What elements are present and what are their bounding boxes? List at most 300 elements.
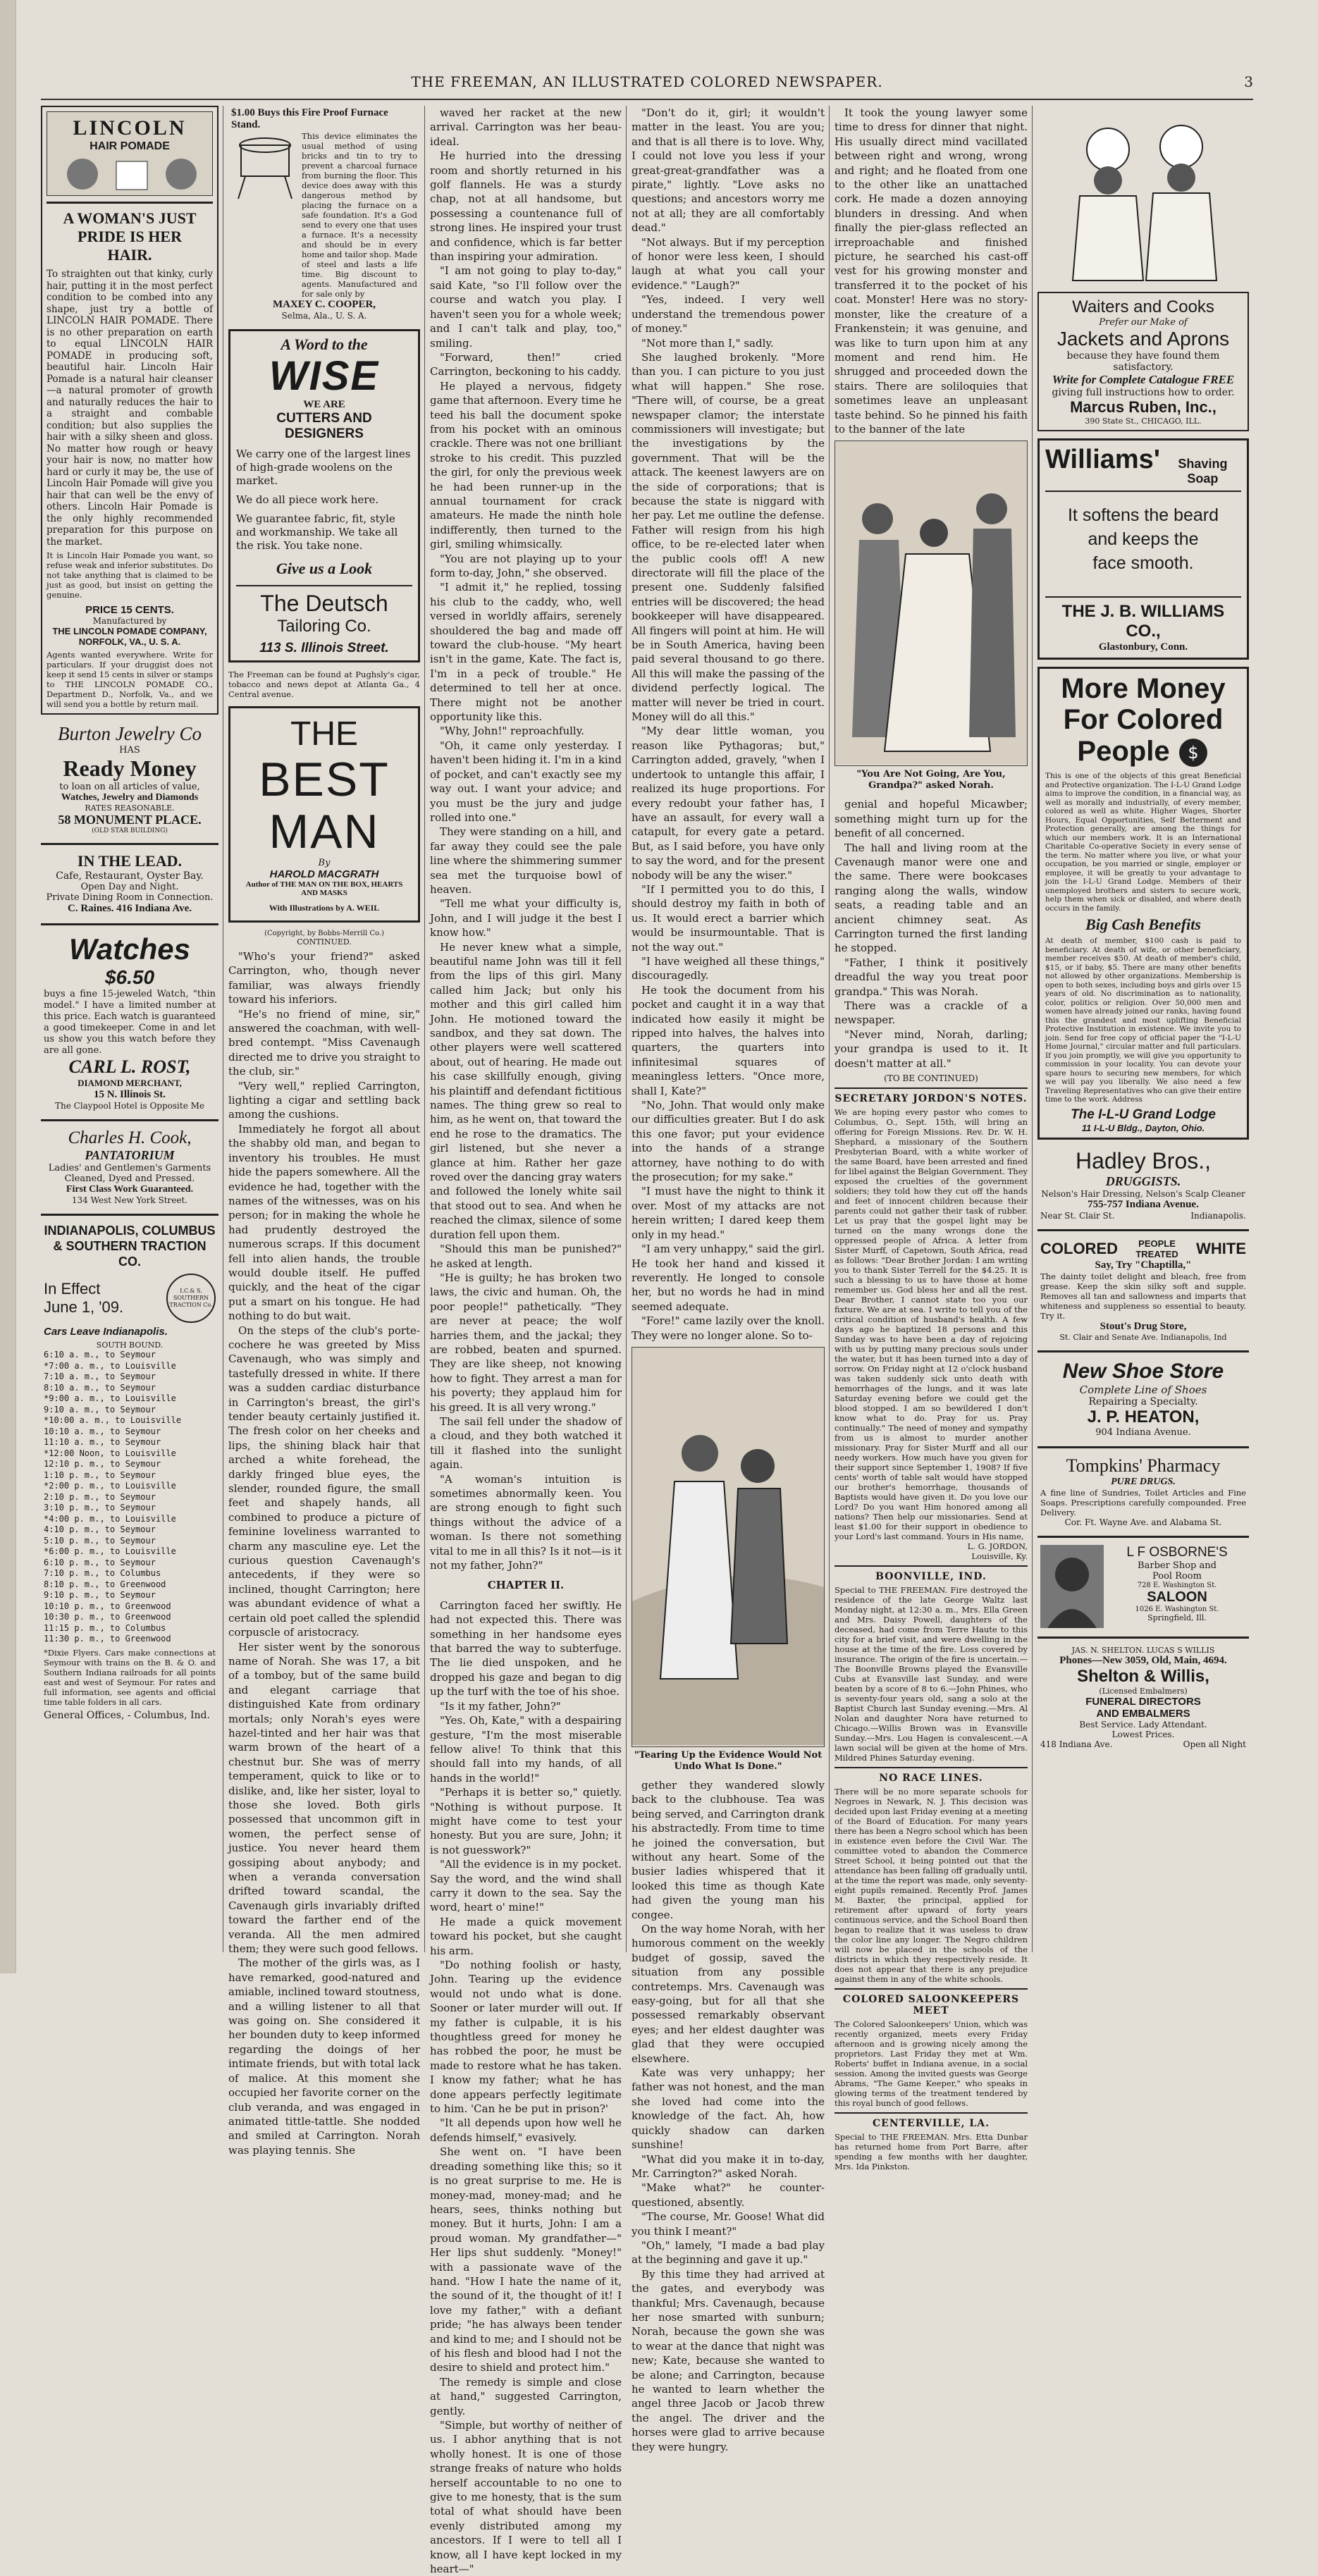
story-paragraph: "Yes. Oh, Kate," with a despairing gesture, "I'm the most miserable fellow alive! To think that this should fall into my hands, of all hands in the world!" [430,1714,622,1785]
story-paragraph: "I am very unhappy," said the girl. He took her hand and kissed it reverently. He longed to console her, but no words he had in mind seemed adequate. [632,1243,825,1313]
deutsch-tailoring: Tailoring Co. [277,617,371,636]
story-paragraph: "Yes, indeed. I very well understand the tremendous power of money." [632,293,825,335]
deutsch-word: A Word to the [281,335,368,353]
burton-has: HAS [119,745,140,756]
traction-bound: SOUTH BOUND. [96,1341,164,1350]
jar-and-portraits-icon [61,156,202,192]
hadley-line-1: Nelson's Hair Dressing, Nelson's Scalp Cleaner [1041,1188,1245,1199]
story-paragraph: "Oh," lamely, "I made a bad play at the beginning and gave it up." [632,2238,825,2267]
osborne-ad [1037,1543,1249,1629]
couple-on-hillside-icon [632,1348,824,1745]
chaptilla-address: St. Clair and Senate Ave. Indianapolis, Ind [1059,1332,1227,1342]
story-paragraph: "Should this man be punished?" he asked at length. [430,1243,622,1270]
chef-illustration [1037,106,1249,285]
story-paragraph: She went on. "I have been dreading something like this; so it is no great surprise to me. He is money-mad, money-mad; and he hears, sees, thinks nothing but money. But it hurts, John: I am a proud woman. My grandfather—" Her lips shut suddenly. "Money!" with a passionate wave of the hand. "How I hate the name of it, the sound of it, the thought of it! I love my father," with a defiant pride; "he has always been tender and kind to me; and I should not be of his flesh and blood had I not the desire to shield and protect him." [430,2145,622,2374]
ad-rule [1037,1229,1249,1231]
story-paragraph: "Simple, but worthy of neither of us. I abhor anything that is not wholly honest. It is one of those strange freaks of nature who holds herself accountable to no one to give to me honesty, that is the sum total of what should have been evenly distributed among my ancestors. If I were to tell all I know, all I have kept locked in my heart—" [430,2419,622,2576]
burton-line-3: RATES REASONABLE. [85,803,175,813]
story-paragraph: "Not more than I," sadly. [641,336,774,350]
lead-ad [41,851,218,916]
lead-line-4: C. Raines. 416 Indiana Ave. [67,903,192,914]
best-man-author: HAROLD MACGRATH [269,868,379,880]
lincoln-agents: Agents wanted everywhere. Write for particulars. If your druggist does not keep it send 15 cents in silver or stamps to THE LINCOLN POMADE CO., Department D., Norfolk, Va., and we will send you a bottle by return mail. [47,650,213,709]
deutsch-p1: We carry one of the largest lines of high-grade woolens on the market. [236,448,411,487]
story-paragraph: The hall and living room at the Cavenaugh manor were one and the same. There were bookcases ranging along the walls, window seats, a reading table and an ancient chimney seat. As Carrington turned the first landing he stopped. [834,841,1028,955]
story-paragraph: "Don't do it, girl; it wouldn't matter in the least. You are you; and that is all there is to love. Why, I could not love you less if your great-great-grandfather was a pirate," lightly. "Love asks no questions; and ancestors worry me not at all; they are all comfortably dead." [632,106,825,235]
lincoln-brand: LINCOLN [73,116,187,140]
story-paragraph: Immediately he forgot all about the shabby old man, and began to inventory his troubles. He must hide the papers somewhere. All the evidence he had, together with the names of the witnesses, was on his person; for in making the whole he had prudently destroyed the numerous scraps. If this document fell into alien hands, the trouble would double itself. He puffed quickly, and the heat of the cigar put a smart on his tongue. He had nothing to do but wait. [228,1122,420,1323]
schedule-row: 10:10 p. m., to Greenwood [44,1601,171,1611]
furnace-city: Selma, Ala., U. S. A. [281,311,367,321]
to-be-continued: (TO BE CONTINUED) [884,1073,978,1084]
best-man-continued: CONTINUED. [297,937,352,947]
column-1 [41,106,218,1952]
lincoln-company: THE LINCOLN POMADE COMPANY, [52,626,207,636]
lincoln-headline-1: A WOMAN'S JUST [63,209,197,227]
story-paragraph: "Tell me what your difficulty is, John, and I will judge it the best I know how." [430,897,622,939]
osborne-portrait [1040,1545,1104,1628]
watches-body: buys a fine 15-jeweled Watch, "thin model." I have a limited number at this price. Each watch is guaranteed a good timekeeper. Come in and let us show you this watch before they are all gone. [44,989,216,1056]
masthead-title: THE FREEMAN, AN ILLUSTRATED COLORED NEWSPAPER. [411,73,883,90]
watches-ad [41,931,218,1112]
story-paragraph: "Why, John!" reproachfully. [440,725,584,738]
story-paragraph: It took the young lawyer some time to dress for dinner that night. His usually direct mind vacillated between right and wrong, wrong and right; and he floated from one to the other like an unattached cork. He made a dozen annoying blunders in dressing. And when finally the pier-glass reflected an irreproachable and finished picture, he searched his cast-off vest for his growing monster and transferred it to the pocket of his coat. Monster! Here was no story-monster, like the creature of a Frankenstein; it was genuine, and was like to turn upon him at any moment and rend him. He shrugged and proceeded down the stairs. There are soliloquies that sometimes leave an unpleasant taste behind. So he pinned his faith to the banner of the late [834,106,1028,436]
watches-title: Watches [69,932,190,966]
burton-address: 58 MONUMENT PLACE. [58,813,202,827]
story-paragraph: He hurried into the dressing room and shortly returned in his golf flannels. He was a sturdy chap, not at all handsome, but possessing a countenance full of strong lines. He inspired your trust and confidence, which is far better than inspiring your admiration. [430,149,622,264]
chaptilla-h2: PEOPLE TREATED [1135,1238,1178,1259]
burton-line-1: to loan on all articles of value, [59,782,200,792]
shoe-name: J. P. HEATON, [1087,1407,1200,1426]
story-paragraph: "Fore!" came lazily over the knoll. They were no longer alone. So to- [632,1314,825,1342]
shelton-address: 418 Indiana Ave. [1040,1739,1113,1749]
rost-title: DIAMOND MERCHANT, [78,1078,182,1088]
ad-rule [1045,596,1241,598]
ad-rule [41,1119,218,1121]
story-paragraph: "All the evidence is in my pocket. Say the word, and the wind shall carry it down to the sea. Say the word, heart o' mine!" [430,1858,622,1914]
williams-company: THE J. B. WILLIAMS CO., [1061,602,1225,641]
williams-brand: Williams' [1045,445,1160,474]
schedule-row: 12:10 p. m., to Seymour [44,1459,161,1469]
cook-name: Charles H. Cook, [68,1128,192,1147]
lincoln-illustration [47,111,213,196]
deutsch-p2: We do all piece work here. [236,493,379,506]
story-paragraph: They were standing on a hill, and far away they could see the pale line where the shimmering summer sea met the turquoise bowl of heaven. [430,825,622,896]
schedule-row: 11:10 a. m., to Seymour [44,1437,161,1447]
waiters-name: Marcus Ruben, Inc., [1070,398,1217,416]
story-paragraph: Kate was very unhappy; her father was not honest, and the man she loved had come into the knowledge of the fact. Ah, how quickly shadow can darken sunshine! [632,2066,825,2152]
shelton-title-1: FUNERAL DIRECTORS [1085,1695,1201,1708]
shelton-names: JAS. N. SHELTON. LUCAS S WILLIS [1071,1645,1215,1655]
story-paragraph: "Perhaps it is better so," quietly. "Nothing is without purpose. It might have come to test your honesty. But you are sure, John; it is not guesswork?" [430,1786,622,1856]
story-paragraph: He made a quick movement toward his pocket, but she caught his arm. [430,1915,622,1957]
money-lodge: The I-L-U Grand Lodge [1071,1107,1216,1122]
schedule-row: *7:00 a. m., to Louisville [44,1360,176,1371]
shoe-line-1: Complete Line of Shoes [1079,1383,1207,1396]
story-paragraph: "My dear little woman, you reason like Pythagoras; but," Carrington added, gravely, "when I undertook to untangle this affair, I realized its huge proportions. For every redoubt your father has, I have an assault, for every wall a catapult, for every gate a petard. But, as I said before, you have only to say the word, and for the present nobody will be any the wiser." [632,725,825,882]
story-paragraph: "If I permitted you to do this, I should destroy my faith in both of us. It would erect a barrier which would be insurmountable. That is not the way out." [632,882,825,954]
furnace-ad [228,106,420,322]
hadley-city: Indianapolis. [1190,1210,1246,1221]
cook-title: PANTATORIUM [85,1148,175,1162]
osborne-address: 728 E. Washington St. [1137,1581,1217,1589]
best-man-author-of: Author of THE MAN ON THE BOX, HEARTS AND MASKS [245,880,403,897]
hadley-name: Hadley Bros., [1075,1147,1212,1173]
traction-offices: General Offices, - Columbus, Ind. [44,1709,210,1721]
ad-rule [1037,1350,1249,1352]
story-paragraph: He never knew what a simple, beautiful name John was till it fell from the lips of this girl. Many called him Jack; but only his mother and this girl called him John. He motioned toward the sandbox, and they sat down. The other players were well scattered about, out of hearing. He made out his case skillfully enough, giving his plaintiff and defendant fictitious names. The thing grew so real to him, as he went on, that toward the end he rose to the dramatics. The girl listened, but she never a glance at him. Rather her gaze roved over the dancing gray waters and followed the lonely white sail that stood out to sea. And when he reached the climax, silence of some duration fell upon them. [430,940,622,1241]
lead-line-1: Cafe, Restaurant, Oyster Bay. [56,870,204,882]
schedule-row: *4:00 p. m., to Louisville [44,1513,176,1524]
hadley-near: Near St. Clair St. [1040,1210,1115,1221]
story-paragraph: The remedy is simple and close at hand," suggested Carrington, gently. [430,2375,622,2417]
traction-ad [41,1221,218,1723]
story-paragraph: "I admit it," he replied, tossing his club to the caddy, who, well versed in worldly affairs, serenely shouldered the bag and made off toward the club-house. "My heart isn't in the game, Kate. The fact is, I'm in a peck of trouble." He determined to tell her at once. There might not be another opportunity like this. [430,581,622,724]
story-text-col-2 [228,949,420,2157]
shoe-line-2: Repairing a Specialty. [1088,1395,1198,1407]
waiters-line-4: giving full instructions how to order. [1052,387,1235,398]
lincoln-price: PRICE 15 CENTS. [85,604,174,616]
story-paragraph: "What did you make it in to-day, Mr. Carrington?" asked Norah. [632,2152,825,2180]
ad-rule [41,1214,218,1216]
burton-name: Burton Jewelry Co [58,723,202,744]
story-paragraph: On the steps of the club's porte-cochere he was greeted by Miss Cavenaugh, who was simply and tastefully dressed in white. If there was a sudden cardiac disturbance in Carrington's breast, the girl's tender beauty certainly justified it. The fresh color on her cheeks and lips, the shining black hair that arched a white forehead, the darkly fringed blue eyes, the slender, rounded figure, the small feet and shapely hands, all combined to produce a picture of feminine loveliness warranted to charm any masculine eye. Let the curious question Cavenaugh's antecedents, if they were so inclined, thought Carrington; here was abundant evidence of what a certain old poet called the splendid corpuscle of aristocracy. [228,1324,420,1639]
story-paragraph: "It all depends upon how well he defends himself," evasively. [430,2116,622,2144]
osborne-city: Springfield, Ill. [1147,1613,1207,1622]
lincoln-product: HAIR POMADE [90,140,170,152]
shelton-title-2: AND EMBALMERS [1096,1707,1190,1720]
story-paragraph: CHAPTER II. [487,1579,565,1592]
tompkins-ad [1037,1454,1249,1529]
lead-title: IN THE LEAD. [77,852,183,870]
schedule-row: *12:00 Noon, to Louisville [44,1448,176,1458]
column-4 [632,106,825,2453]
deutsch-wise: WISE [269,353,380,399]
shelton-prices: Lowest Prices. [1111,1729,1175,1739]
ad-rule [47,202,213,204]
money-headline-1: More Money [1061,673,1226,704]
shelton-ad [1037,1644,1249,1751]
story-paragraph: genial and hopeful Micawber; something might turn up for the benefit of all concerned. [834,798,1028,840]
story-paragraph: The mother of the girls was, as I have remarked, good-natured and amiable, inclined toward stoutness, and a willing listener to all that was going on. She considered it her bounden duty to keep informed regarding the doings of her intimate friends, but with total lack of malice. At this moment she occupied her favorite corner on the club veranda, and was engaged in animated tittle-tattle. She nodded and smiled at Carrington. Norah was playing tennis. She [228,1956,420,2157]
cook-ad [41,1127,218,1207]
chaptilla-h1: COLORED [1040,1239,1118,1257]
lincoln-pomade-ad [41,106,218,715]
traction-note: *Dixie Flyers. Cars make connections at Seymour with trains on the B. & O. and Southern Indiana railroads for all points east and west of Seymour. For rates and full information, see agents and official time table folders in all cars. [44,1647,216,1707]
section-rule [834,1767,1028,1768]
lead-line-3: Private Dining Room in Connection. [46,892,214,903]
furnace-title: $1.00 Buys this Fire Proof Furnace Stand. [231,107,388,130]
schedule-row: 11:15 p. m., to Columbus [44,1622,166,1633]
ad-rule [236,585,412,586]
lincoln-city: NORFOLK, VA., U. S. A. [78,636,181,647]
deutsch-ad [228,329,420,663]
furnace-body: This device eliminates the usual method of using bricks and tin to try to prevent a charcoal furnace from burning the floor. This device does away with this dangerous method by placing the furnace on a safe foundation. It's a God send to every one that uses a furnace. It's a necessity and should be in every home and tailor shop. Made of steel and lasts a life time. Big discount to agents. Manufactured and for sale only by [302,131,417,299]
williams-line-3: face smooth. [1092,553,1194,573]
column-rule [626,106,627,1952]
schedule-row: 1:10 p. m., to Seymour [44,1469,156,1480]
osborne-address-2: 1026 E. Washington St. [1135,1605,1219,1613]
williams-line-1: It softens the beard [1067,505,1219,525]
story-paragraph: Her sister went by the sonorous name of Norah. She was 17, a bit of a tomboy, but of the same build and elegant carriage that distinguished Kate from ordinary mortals; only Norah's eyes were hazel-tinted and her hair was that warm brown of the heart of a chestnut bur. She was of merry temperament, quick to like or to dislike, and, like her sister, loyal to those she loved. Both girls possessed that uncommon gift in women, the perfect sense of justice. You never heard them gossiping about anybody; and when a veranda conversation drifted toward scandal, the Cavenaugh girls invariably drifted toward the farther end of the veranda. All the men admired them; they were such good fellows. [228,1640,420,1956]
hadley-phones: 755-757 Indiana Avenue. [1088,1198,1199,1210]
tearing-evidence-caption: "Tearing Up the Evidence Would Not Undo What Is Done." [634,1749,823,1772]
waiters-title-2: Jackets and Aprons [1057,328,1230,350]
money-body-2: At death of member, $100 cash is paid to beneficiary. At death of wife, or other beneficiary, member receives $50. At death of member's child, $15, or if baby, $5. There are many other benefits not allowed by other organizations. Membership is open to both sexes, including boys and girls over 15 years of old. No discrimination as to nationality, color, politics or religion. Over 50,000 men and women have already joined our ranks, having found this the grandest and most uplifting Beneficial Protective Institution in existence. We invite you to join. Send for free copy of official paper the "I-L-U Home Journal," circular matter and full particulars. If you join promptly, we will give you opportunity to commission in your locality. You can devote your spare hours to securing new members, for which we will pay you liberally. We also need a few Traveling Representatives who can give their entire time to the work. Address [1045,937,1241,1104]
jordon-body: We are hoping every pastor who comes to Columbus, O., Sept. 15th, will bring an offering for Foreign Missions. Rev. Dr. W. H. Shephard, a missionary of the Southern Presbyterian Board, with a white worker of the same Board, have been arrested and fined for libel against the Belgian Government. They exposed the cruelties of the government soldiers; they told how they cut off the hands and feet of innocent children because their parents could not gather their task of rubber. Let us pray that the gospel light may be turned on the many wrongs done the oppressed people of Africa. A letter from Sister Murff, of Capetown, South Africa, read as follows: "Dear Brother Jordan: I am writing you to thank Sister Terrell for the $4.25. It is such a blessing to us to have those at home remember us. God bless her and all the rest. Dear Brother, I cannot state too you our fixture. We are at sea. I write to tell you of the critical condition of husband's health. A few days ago he baptized 18 persons and this Sunday was to have been a day of rejoicing with us by putting many precious souls under the water, but it has been turned into a day of sorrow. On Friday night at 12 o'clock husband was taken suddenly sick unto death with hemorrhages of the lungs, and it was late Saturday evening before we could get the blood stopped. I am so bewildered I don't know what to do. Pray for us. Pray continually." The need of money and sympathy from us is almost to murder another missionary. Pray for Sister Murff and all our needy workers. How much have you given for their support since September 1, 1908? If five cents' worth of table salt would have stopped our brother's hemorrhage, thousands of Baptists would have given it. Do you love our Lord? Do you want Him honored among all nations? Then help our missionaries. Send at least $1.00 for their support in obedience to your Lord's last command. Yours in His name, [834,1107,1028,1542]
story-paragraph: "Do nothing foolish or hasty, John. Tearing up the evidence would not undo what is done. Sooner or later murder will out. If my father is culpable, it is his thoughtless greed for money he has robbed the poor, he must be made to restore what he has taken. I know my father; what he has done appears perfectly legitimate to him. 'Can he be put in prison?' [430,1959,622,2116]
deutsch-address: 113 S. Illinois Street. [259,641,389,655]
cook-line-3: 134 West New York Street. [71,1195,188,1205]
story-paragraph: "Never mind, Norah, darling; your grandpa is used to it. It doesn't matter at all." [834,1028,1028,1070]
ad-rule [41,923,218,925]
story-paragraph: By this time they had arrived at the gates, and everybody was thankful; Mrs. Cavenaugh, because her nose smarted with sunburn; Norah, because the gown she was to wear at the dance that night was new; Kate, because she wanted to be alone; and Carrington, because he wanted to learn whether the angel three Jacob or Jacob threw the angel. The driver and the horses were glad to arrive because they were hungry. [632,2267,825,2453]
cook-line-2: First Class Work Guaranteed. [66,1184,194,1195]
lincoln-headline-3: HAIR. [107,246,152,264]
jordon-sig-1: L. G. JORDON, [967,1541,1028,1552]
race-lines-title: NO RACE LINES. [879,1773,983,1785]
story-text-col-4-bottom [632,1778,825,2454]
page-edge [0,0,16,1973]
chaptilla-say: Say, Try "Chaptilla," [1095,1259,1192,1271]
shelton-firm: Shelton & Willis, [1077,1666,1209,1686]
race-lines-body: There will be no more separate schools for Negroes in Newark, N. J. This decision was decided upon last Friday evening at a meeting of the Board of Education. For many years there has been a Negro school which has been in existence even before the Civil War. The committee voted to abandon the Commerce Street School, it being pointed out that the attendance has been falling off gradually until, at the time the report was made, only seventy-eight pupils remained. Recently Prof. James M. Baxter, the principal, applied for retirement after upward of forty years continuous service, and the School Board then began to realize that it was useless to draw the color line any longer. The Negro children will now be placed in the schools of the districts in which they respectively reside. It does not appear that there is any prejudice against them in any of the white schools. [834,1787,1028,1985]
story-paragraph: "Very well," replied Carrington, lighting a cigar and settling back among the cushions. [228,1079,420,1121]
ad-rule [41,843,218,845]
ilu-lodge-ad [1037,667,1249,1140]
story-paragraph: He took the document from his pocket and caught it in a way that indicated how easily it might be ripped into halves, the halves into quarters, the quarters into infinitesimal squares of meaningless letters. "Once more, shall I, Kate?" [632,983,825,1097]
column-6 [1037,106,1249,1952]
traction-effect-row [44,1274,216,1323]
schedule-row: 9:10 a. m., to Seymour [44,1404,156,1415]
saloon-title: COLORED SALOONKEEPERS MEET [842,1994,1020,2017]
portrait-icon [1040,1545,1104,1628]
schedule-row: 6:10 p. m., to Seymour [44,1557,156,1567]
deutsch-cutters: CUTTERS AND DESIGNERS [276,411,372,441]
money-cash: Big Cash Benefits [1085,916,1201,933]
tompkins-corner: Cor. Ft. Wayne Ave. and Alabama St. [1064,1517,1222,1527]
hadley-ad [1037,1147,1249,1222]
chaptilla-store: Stout's Drug Store, [1100,1320,1187,1332]
story-paragraph: "Who's your friend?" asked Carrington, who, though never familiar, was always friendly toward his inferiors. [228,950,420,1006]
best-man-man: MAN [269,805,380,858]
deutsch-name: The Deutsch [260,591,388,616]
lincoln-mfd: Manufactured by [92,616,167,626]
ad-rule [1037,1446,1249,1448]
money-address: 11 I-L-U Bldg., Dayton, Ohio. [1081,1122,1205,1133]
best-man-title-box [228,706,420,923]
ad-rule [1037,1637,1249,1639]
waiters-line-1: Prefer our Make of [1099,317,1188,328]
schedule-row: 10:10 a. m., to Seymour [44,1426,161,1436]
lincoln-body: To straighten out that kinky, curly hair, putting it in the most perfect condition to be combed into any shape, just try a bottle of LINCOLN HAIR POMADE. There is no other preparation on earth to equal LINCOLN HAIR POMADE in producing soft, beautiful hair. Lincoln Hair Pomade is a natural hair cleanser—a natural promoter of growth and naturally reduces the hair to a straight and combable condition; but also supplies the hair with a silky sheen and gloss. No matter how rough or heavy your hair is now, no matter how hard or curly it may be, the use of Lincoln Hair Pomade will give you hair that can well be the envy of others. Lincoln Hair Pomade is the only highly recommended preparation for this purpose on the market. [47,269,213,548]
story-paragraph: "I am not going to play to-day," said Kate, "so I'll follow over the course and watch you play. I haven't seen you for a whole week; and I can't talk and play, too," smiling. [430,264,622,350]
story-paragraph: "Is it my father, John?" [440,1699,561,1713]
page-number: 3 [1244,73,1253,90]
ad-rule [1037,1536,1249,1538]
osborne-line-2: Pool Room [1152,1570,1202,1582]
williams-tag: Shaving Soap [1178,457,1228,486]
story-paragraph: "He is guilty; he has broken two laws, the civic and human. Oh, the poor people!" pathetically. "They are never at peace; the wolf harries them, and the jackal; they are robbed, beaten and spurned. They are like sheep, not knowing how to fight. They arrest a man for his poverty; they applaud him for his greed. It is all very wrong." [430,1271,622,1414]
story-paragraph: She laughed brokenly. "More than you. I can picture to you just what will happen." She rose. "There will, of course, be a great newspaper clamor; the interstate commissioners will investigate; but the investigations by the government. That will be the attack. The keenest lawyers are on the side of corporations; that is because the state is niggard with her pay. Let me outline the defense. Father will resign from his high office, to be re-elected later when the public cools off! A new directorate will fill the place of the present one. Suddenly falsified entries will be discovered; the head bookkeeper will have disappeared. All fingers will point at him. He will be in South America, having been paid several thousand to go there. All this will make the passing of the dividend perfectly logical. The matter will never be tried in court. Money will do all this." [632,350,825,724]
column-3 [430,106,622,2576]
story-paragraph: "Father, I think it positively dreadful the way you treat poor grandpa." This was Norah. [834,956,1028,998]
shelton-service: Best Service. Lady Attendant. [1079,1719,1207,1730]
best-man-the: THE [290,715,358,753]
waiters-line-2: because they have found them satisfactory. [1066,350,1220,373]
best-man-copyright: (Copyright, by Bobbs-Merrill Co.) [264,930,384,937]
schedule-row: 5:10 p. m., to Seymour [44,1535,156,1546]
traction-effect: In Effect [44,1280,101,1298]
williams-line-2: and keeps the [1088,529,1199,549]
centerville-title: CENTERVILLE, LA. [873,2118,990,2130]
boonville-body: Special to THE FREEMAN. Fire destroyed the residence of the late George Waltz last Monday night, at 12:30 a. m., Mrs. Ella Green and Mrs. Daisy Powell, daughters of the deceased, had come from Terre Haute to this city for a brief visit, and were dwelling in the house at the time of the fire. Loss covered by insurance. The origin of the fire is uncertain.—The Boonville Browns played the Evansville Cubs at Evansville last Sunday, and were beaten by a score of 8 to 6.—John Phines, who is seventy-four years old, sang a solo at the Baptist Church last Sunday evening.—Mrs. Al Nolan and daughter Nora have returned to Chicago.—Willis Brown was in Evansville Sunday.—Mrs. Lou Hagen is convalescent.—A lawn social will be given at the home of Mrs. Mildred Phines Saturday evening. [834,1585,1028,1763]
lead-line-2: Open Day and Night. [80,882,179,892]
column-5 [834,106,1028,2172]
osborne-line-1: Barber Shop and [1138,1560,1217,1571]
family-scene-icon [835,441,1027,764]
freeman-notice: The Freeman can be found at Pughsly's cigar, tobacco and news depot at Atlanta Ga., 4 Central avenue. [228,670,420,699]
schedule-row: 6:10 a. m., to Seymour [44,1350,156,1360]
chefs-icon [1040,107,1249,283]
furnace-name: MAXEY C. COOPER, [272,299,376,310]
schedule-row: *6:00 p. m., to Louisville [44,1546,176,1556]
williams-ad [1037,438,1249,660]
story-paragraph: There was a crackle of a newspaper. [834,999,1028,1027]
osborne-saloon: SALOON [1147,1589,1207,1605]
grandpa-caption: "You Are Not Going, Are You, Grandpa?" asked Norah. [856,769,1006,791]
section-rule [834,1087,1028,1089]
waiters-line-3: Write for Complete Catalogue FREE [1052,373,1235,386]
story-paragraph: "Make what?" he counter-questioned, absently. [632,2181,825,2209]
dollar-bag-icon [1177,735,1209,768]
schedule-row: 9:10 p. m., to Seymour [44,1590,156,1600]
page-header [41,73,1253,94]
schedule-row: 2:10 p. m., to Seymour [44,1491,156,1502]
waiters-address: 390 State St., CHICAGO, ILL. [1085,417,1202,426]
tompkins-name: Tompkins' Pharmacy [1066,1455,1221,1476]
schedule-row: 11:30 p. m., to Greenwood [44,1634,171,1644]
best-man-illustrations: With Illustrations by A. WEIL [269,903,380,913]
schedule-row: 7:10 a. m., to Seymour [44,1372,156,1381]
story-paragraph: "A woman's intuition is sometimes abnormally keen. You are strong enough to fight such things without the advice of a woman. Is there not something vital to me in all this? Is it not—is it not my father, John?" [430,1472,622,1572]
story-paragraph: "No, John. That would only make our difficulties greater. But I do ask this one favor; put your evidence into the hands of a strange attorney, have nothing to do with the prosecution; for my sake." [632,1099,825,1184]
deutsch-we-are: WE ARE [303,399,345,410]
schedule-row: 4:10 p. m., to Seymour [44,1524,156,1534]
column-rule [1032,106,1033,1952]
shoe-store-ad [1037,1358,1249,1439]
story-paragraph: "He's no friend of mine, sir," answered the coachman, with well-bred contempt. "Miss Cavenaugh directed me to drive you straight to the club, sir." [228,1007,420,1078]
lincoln-note: It is Lincoln Hair Pomade you want, so refuse weak and inferior substitutes. Do not take anything that is claimed to be just as good, but insist on getting the genuine. [47,550,213,600]
story-paragraph: "You are not playing up to your form to-day, John," she observed. [430,552,622,579]
traction-cars: Cars Leave Indianapolis. [44,1326,168,1338]
story-paragraph: "I have weighed all these things," discouragedly. [632,954,825,982]
story-paragraph: gether they wandered slowly back to the clubhouse. Tea was being served, and Carrington drank his abstractedly. From time to time he joined the conversation, but without any heart. Some of the busier ladies whispered that it looked this time as though Kate had given the young man his congee. [632,1778,825,1921]
story-text-col-5-bottom [834,797,1028,1071]
story-paragraph: The sail fell under the shadow of a cloud, and they both watched it till it flashed into the sunlight again. [430,1415,622,1472]
deutsch-look: Give us a Look [276,560,373,577]
traction-schedule [44,1350,216,1645]
grandpa-illustration [834,440,1028,766]
hadley-type: DRUGGISTS. [1105,1173,1181,1188]
rost-address: 15 N. Illinois St. [93,1089,166,1100]
section-rule [834,2112,1028,2114]
waiters-ad [1037,292,1249,431]
williams-city: Glastonbury, Conn. [1098,641,1188,653]
burton-jewelry-ad [41,722,218,836]
traction-title: INDIANAPOLIS, COLUMBUS & SOUTHERN TRACTION CO. [44,1224,216,1269]
story-paragraph: waved her racket at the new arrival. Carrington was her beau-ideal. [430,106,622,148]
shelton-open: Open all Night [1183,1739,1246,1749]
story-paragraph: "Not always. But if my perception of honor were less keen, I should laugh at what you call your evidence." "Laugh?" [632,235,825,292]
shelton-phones: Phones—New 3059, Old, Main, 4694. [1059,1654,1227,1666]
burton-bldg: (OLD STAR BUILDING) [92,827,168,834]
rost-name: CARL L. ROST, [68,1056,191,1077]
schedule-row: 3:10 p. m., to Seymour [44,1503,156,1512]
schedule-row: 8:10 p. m., to Greenwood [44,1579,166,1589]
story-paragraph: "I must have the night to think it over. Most of my attacks are not herein written; I dared keep them only in my head." [632,1185,825,1241]
column-rule [424,106,425,1952]
svg-text:$: $ [1187,743,1199,763]
tearing-evidence-illustration [632,1347,825,1747]
schedule-row: *10:00 a. m., to Louisville [44,1415,182,1425]
best-man-best: BEST [259,753,390,806]
burton-line-2: Watches, Jewelry and Diamonds [61,792,199,803]
money-headline-2: For Colored [1063,704,1224,735]
jordon-title: SECRETARY JORDON'S NOTES. [834,1093,1028,1105]
schedule-row: *9:00 a. m., to Louisville [44,1393,176,1403]
chaptilla-ad [1037,1237,1249,1343]
saloon-body: The Colored Saloonkeepers' Union, which was recently organized, meets every Friday afternoon and is growing nicely among the proprietors. Last Friday they met at Wm. Roberts' buffet in Indiana avenue, in a social session. Among the invited guests was George Abrams, "The Game Keeper," who speaks in glowing terms of the treatment tendered by this royal bunch of good fellows. [834,2019,1028,2109]
centerville-body: Special to THE FREEMAN. Mrs. Etta Dunbar has returned home from Port Barre, after spending a few months with her daughter, Mrs. Ida Pinkston. [834,2132,1028,2172]
money-body: This is one of the objects of this great Beneficial and Protective organization. The I-L-U Grand Lodge aims to improve the condition, in a financial way, as well as morally and industrially, of every member, colored as well as white. Higher Wages, Shorter Hours, Equal Opportunities, Self Betterment and Protection generally, are among the things for which our members work. It is an International Charitable Co-operative Society in every sense of the term. No matter where you live, or what your occupation, be you married or single, employer or employee, it will be greatly to your advantage to join the I-L-U Grand Lodge. Members of their unemployed brothers and sisters to secure work, help them when sick or disabled, and where death occurs in the family. [1045,772,1241,913]
tompkins-pure: PURE DRUGS. [1111,1476,1176,1487]
watches-price: $6.50 [104,966,155,988]
story-text-col-3 [430,106,622,2576]
story-paragraph: On the way home Norah, with her humorous comment on the weekly budget of gossip, saved the situation from any possible contretemps. Mrs. Cavenaugh was easy-going, but for all that she possessed remarkably observant eyes; and her eldest daughter was glad that they were occupied elsewhere. [632,1923,825,2065]
furnace-stand-icon [231,131,299,202]
story-text-col-4-top [632,106,825,1343]
schedule-row: 8:10 a. m., to Seymour [44,1382,156,1393]
schedule-row: *2:00 p. m., to Louisville [44,1481,176,1491]
best-man-by: By [318,858,331,868]
schedule-row: 10:30 p. m., to Greenwood [44,1612,171,1622]
story-paragraph: "The course, Mr. Goose! What did you think I meant?" [632,2210,825,2238]
rost-hotel: The Claypool Hotel is Opposite Me [54,1101,204,1111]
shoe-address: 904 Indiana Avenue. [1095,1426,1191,1438]
jordon-sig-2: Louisville, Ky. [971,1551,1028,1562]
shoe-title: New Shoe Store [1062,1359,1224,1383]
money-headline-3: People [1077,736,1170,767]
deutsch-p3: We guarantee fabric, fit, style and workmanship. We take all the risk. You take none. [236,512,398,552]
schedule-row: 7:10 p. m., to Columbus [44,1568,161,1578]
traction-date: June 1, '09. [44,1298,124,1316]
boonville-title: BOONVILLE, IND. [875,1571,987,1583]
waiters-title-1: Waiters and Cooks [1072,297,1214,316]
section-rule [834,1988,1028,1990]
story-text-col-5-top [834,106,1028,436]
header-rule [41,99,1253,100]
chaptilla-body: The dainty toilet delight and bleach, free from grease. Keep the skin silky soft and supple. Removes all tan and sallowness and imparts that whiteness and suppleness so essential to beauty. Try it. [1040,1271,1246,1321]
lincoln-headline-2: PRIDE IS HER [78,228,182,245]
section-rule [834,1565,1028,1567]
chaptilla-h3: WHITE [1196,1239,1246,1257]
story-paragraph: He played a nervous, fidgety game that afternoon. Every time he teed his ball the document spoke from his pocket with an ominous crackle. There was not one brilliant stroke to his credit. This puzzled the girl, for only the previous week he had been runner-up in the annual tournament for crack amateurs. He made the ninth hole indifferently, then turned to the girl, smiling whimsically. [430,379,622,551]
traction-logo: I.C.& S. SOUTHERN TRACTION Co. [166,1274,216,1323]
story-paragraph: "Forward, then!" cried Carrington, beckoning to his caddy. [430,350,622,378]
cook-line-1: Ladies' and Gentlemen's Garments Cleaned, Dyed and Pressed. [48,1163,211,1184]
tompkins-body: A fine line of Sundries, Toilet Articles and Fine Soaps. Prescriptions carefully compounded. Free Delivery. [1040,1487,1246,1517]
